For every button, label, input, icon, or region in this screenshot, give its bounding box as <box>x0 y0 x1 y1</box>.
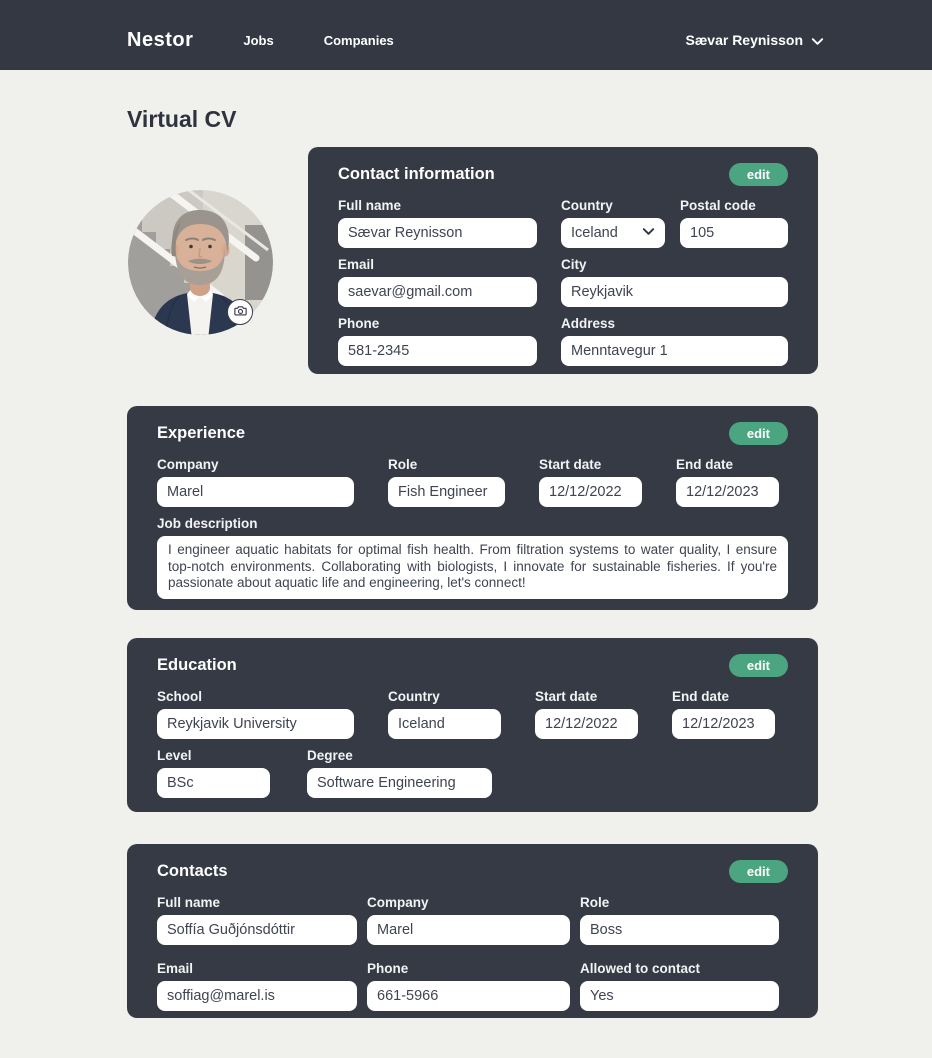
education-card-header <box>157 650 788 680</box>
contact-edit-button[interactable]: edit <box>729 163 788 186</box>
contact-phone-input[interactable] <box>367 981 570 1011</box>
contacts-edit-button[interactable]: edit <box>729 860 788 883</box>
country-label: Country <box>561 198 613 213</box>
contact-full-name-input[interactable] <box>157 915 357 945</box>
contact-role-label: Role <box>580 895 610 910</box>
address-input[interactable] <box>561 336 788 366</box>
chevron-down-icon <box>810 32 825 49</box>
start-date-input[interactable] <box>539 477 642 507</box>
role-label: Role <box>388 457 418 472</box>
degree-input[interactable] <box>307 768 492 798</box>
logo[interactable]: Nestor <box>127 28 194 51</box>
country-select[interactable] <box>561 218 665 248</box>
user-name: Sævar Reynisson <box>685 32 803 48</box>
education-card <box>127 638 818 812</box>
nav-jobs[interactable]: Jobs <box>243 32 274 48</box>
end-date-label: End date <box>676 457 734 472</box>
city-label: City <box>561 257 587 272</box>
header <box>0 0 932 70</box>
edu-end-date-input[interactable] <box>672 709 775 739</box>
level-input[interactable] <box>157 768 270 798</box>
edu-start-date-label: Start date <box>535 689 598 704</box>
phone-input[interactable] <box>338 336 537 366</box>
allowed-to-contact-input[interactable] <box>580 981 779 1011</box>
job-description-textarea[interactable]: I engineer aquatic habitats for optimal fish health. From filtration systems to water quality, I ensure top-notch environments. Collaborating with biologists, I innovate for sustainable fisheries. If you're passionate about aquatic life and engineering, let's connect! <box>157 536 788 599</box>
postal-code-input[interactable] <box>680 218 788 248</box>
avatar <box>128 190 273 335</box>
contact-company-input[interactable] <box>367 915 570 945</box>
allowed-to-contact-label: Allowed to contact <box>580 961 701 976</box>
full-name-label: Full name <box>338 198 402 213</box>
country-select-value: Iceland <box>571 225 618 241</box>
contact-company-label: Company <box>367 895 429 910</box>
school-input[interactable] <box>157 709 354 739</box>
education-card-title: Education <box>157 655 237 674</box>
degree-label: Degree <box>307 748 353 763</box>
education-fields-row1 <box>157 680 788 739</box>
upload-photo-button[interactable] <box>227 299 253 325</box>
edu-end-date-label: End date <box>672 689 730 704</box>
nav-companies[interactable]: Companies <box>323 32 394 48</box>
experience-card <box>127 406 818 610</box>
role-input[interactable] <box>388 477 505 507</box>
company-label: Company <box>157 457 219 472</box>
contacts-card-header <box>157 856 788 886</box>
contact-role-input[interactable] <box>580 915 779 945</box>
contact-information-card <box>308 147 818 374</box>
postal-code-label: Postal code <box>680 198 756 213</box>
job-description-label: Job description <box>157 516 258 531</box>
education-fields-row2 <box>157 739 788 798</box>
experience-card-header <box>157 418 788 448</box>
city-input[interactable] <box>561 277 788 307</box>
experience-fields <box>157 448 788 507</box>
contact-full-name-label: Full name <box>157 895 221 910</box>
camera-icon <box>233 303 248 321</box>
company-input[interactable] <box>157 477 354 507</box>
contact-card-header <box>338 159 788 189</box>
contact-email-label: Email <box>157 961 194 976</box>
contacts-card-title: Contacts <box>157 861 228 880</box>
edu-country-input[interactable] <box>388 709 501 739</box>
edu-country-label: Country <box>388 689 440 704</box>
end-date-input[interactable] <box>676 477 779 507</box>
education-edit-button[interactable]: edit <box>729 654 788 677</box>
level-label: Level <box>157 748 192 763</box>
page-title: Virtual CV <box>127 106 237 132</box>
email-label: Email <box>338 257 375 272</box>
contacts-card <box>127 844 818 1018</box>
email-input[interactable] <box>338 277 537 307</box>
chevron-down-icon <box>641 224 656 243</box>
full-name-input[interactable] <box>338 218 537 248</box>
contact-email-input[interactable] <box>157 981 357 1011</box>
address-label: Address <box>561 316 616 331</box>
edu-start-date-input[interactable] <box>535 709 638 739</box>
main-content <box>0 106 932 1018</box>
contact-phone-label: Phone <box>367 961 409 976</box>
experience-edit-button[interactable]: edit <box>729 422 788 445</box>
contacts-fields <box>157 886 788 1011</box>
start-date-label: Start date <box>539 457 602 472</box>
contact-card-title: Contact information <box>338 164 495 183</box>
contact-fields <box>338 189 788 366</box>
experience-card-title: Experience <box>157 423 246 442</box>
user-menu[interactable] <box>686 32 826 49</box>
school-label: School <box>157 689 203 704</box>
avatar-column <box>127 147 308 374</box>
profile-row <box>127 147 818 374</box>
phone-label: Phone <box>338 316 380 331</box>
